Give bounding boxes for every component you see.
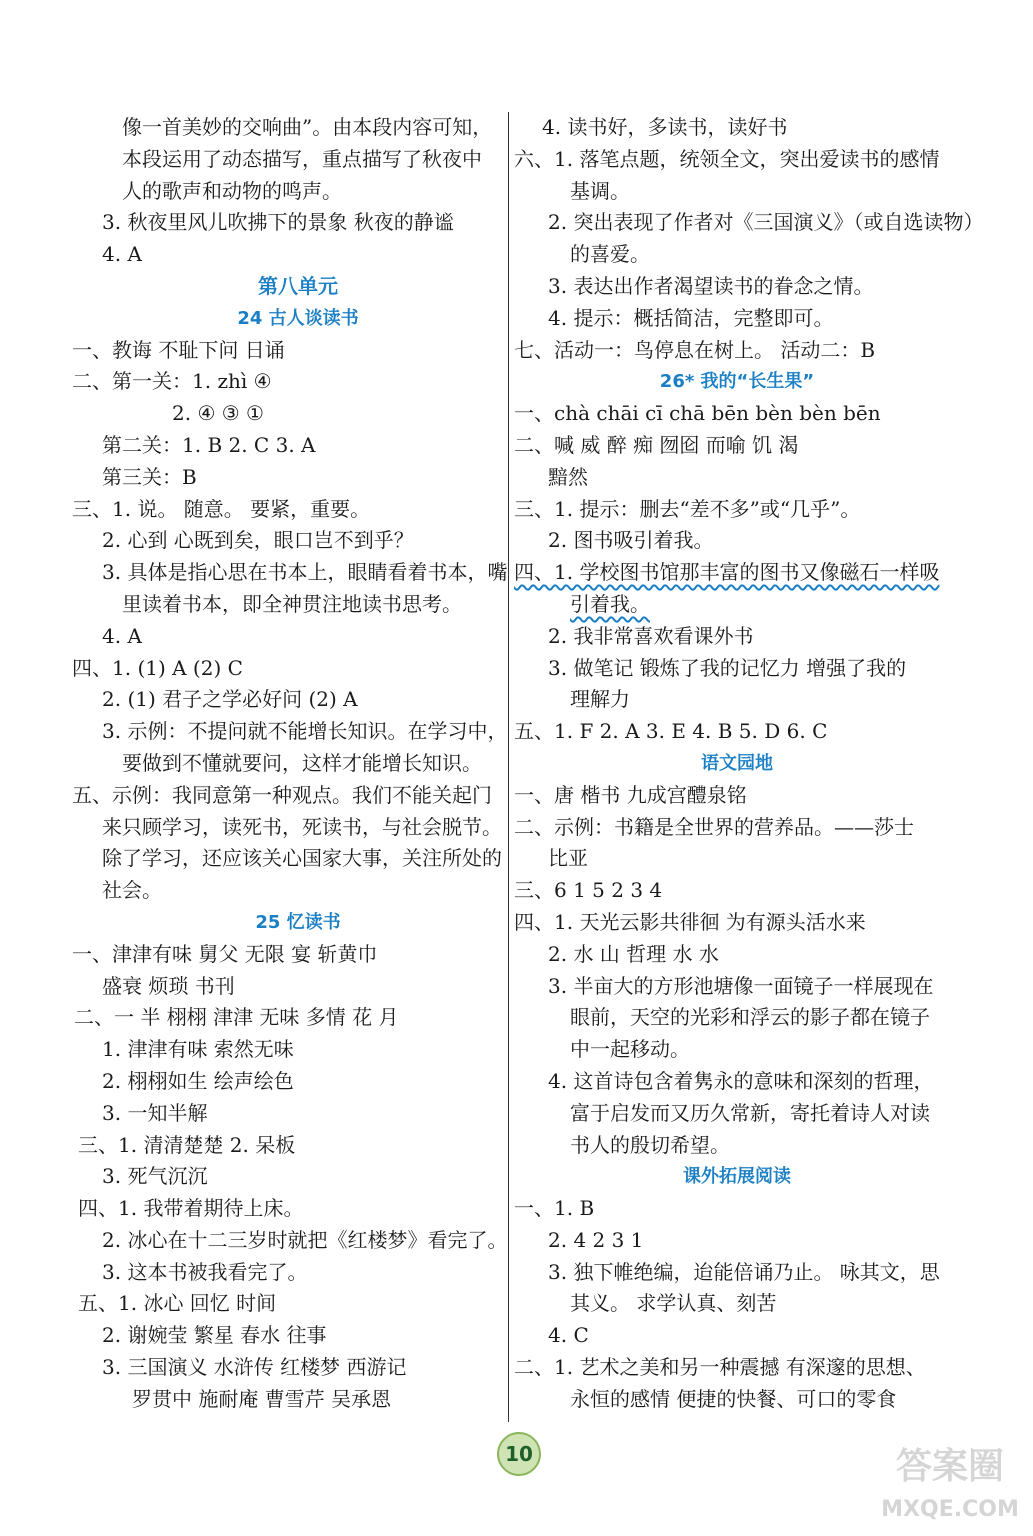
left-answer-line: 3. 三国演义 水浒传 红楼梦 西游记 — [102, 1355, 407, 1380]
left-answer-line: 3. 示例：不提问就不能增长知识。在学习中， — [102, 719, 508, 744]
right-answer-line: 二、喊 威 醉 痴 囫囵 而喻 饥 渴 — [514, 432, 799, 457]
left-answer-line: 2. 心到 心既到矣，眼口岂不到乎？ — [102, 528, 414, 553]
section-heading: 课外拓展阅读 — [683, 1166, 791, 1188]
left-answer-line: 1. 津津有味 索然无味 — [102, 1037, 294, 1062]
left-answer-line: 4. A — [102, 623, 142, 648]
right-answer-line: 3. 做笔记 锻炼了我的记忆力 增强了我的 — [548, 655, 907, 680]
section-heading: 26* 我的“长生果” — [659, 371, 815, 393]
right-answer-line — [492, 557, 952, 589]
left-answer-line: 人的歌声和动物的鸣声。 — [122, 178, 342, 203]
right-answer-line: 基调。 — [570, 178, 630, 203]
right-answer-line: 五、1. F 2. A 3. E 4. B 5. D 6. C — [514, 719, 828, 744]
left-answer-line: 里读着书本，即全神贯注地读书思考。 — [122, 591, 462, 616]
right-answer-line: 黯然 — [548, 464, 588, 489]
right-answer-line: 4. 这首诗包含着隽永的意味和深刻的哲理， — [548, 1068, 934, 1093]
right-answer-line: 理解力 — [570, 687, 630, 712]
left-answer-line: 2. 谢婉莹 繁星 春水 往事 — [102, 1323, 327, 1348]
left-answer-line: 四、1. (1) A (2) C — [72, 655, 243, 680]
left-answer-line: 除了学习，还应该关心国家大事，关注所处的 — [102, 846, 502, 871]
right-answer-line: 三、6 1 5 2 3 4 — [514, 878, 663, 903]
right-answer-line: 3. 独下帷绝编，迨能倍诵乃止。 咏其文，思 — [548, 1259, 940, 1284]
underlined-answer: 引着我。 — [570, 591, 650, 616]
left-answer-line: 四、1. 我带着期待上床。 — [78, 1196, 304, 1221]
right-answer-line: 比亚 — [548, 846, 588, 871]
left-answer-line: 一、教诲 不耻下问 日诵 — [72, 337, 285, 362]
right-answer-line: 二、1. 艺术之美和另一种震撼 有深邃的思想、 — [514, 1355, 926, 1380]
right-answer-line: 中一起移动。 — [570, 1037, 690, 1062]
left-answer-line: 三、1. 清清楚楚 2. 呆板 — [78, 1132, 296, 1157]
left-answer-line: 三、1. 说。 随意。 要紧，重要。 — [72, 496, 371, 521]
section-heading: 25 忆读书 — [255, 911, 341, 933]
right-answer-line: 2. 我非常喜欢看课外书 — [548, 623, 754, 648]
left-answer-line: 盛衰 烦琐 书刊 — [102, 973, 235, 998]
right-answer-line: 三、1. 提示：删去“差不多”或“几乎”。 — [514, 496, 861, 521]
right-answer-line: 四、1. 天光云影共徘徊 为有源头活水来 — [514, 909, 866, 934]
left-answer-line: 3. 这本书被我看完了。 — [102, 1259, 308, 1284]
right-answer-line: 4. 读书好，多读书，读好书 — [542, 115, 788, 139]
right-column — [514, 112, 984, 1416]
left-answer-line: 社会。 — [102, 878, 162, 903]
right-answer-line: 2. 4 2 3 1 — [548, 1227, 644, 1252]
right-answer-line: 眼前，天空的光彩和浮云的影子都在镜子 — [570, 1005, 930, 1030]
right-answer-line: 其义。 求学认真、刻苦 — [570, 1291, 777, 1316]
left-answer-line: 第三关：B — [102, 464, 197, 489]
right-answer-line: 书人的殷切希望。 — [570, 1132, 730, 1157]
watermark-top: 答案圈 — [895, 1446, 1005, 1487]
left-answer-line: 五、1. 冰心 回忆 时间 — [78, 1291, 277, 1316]
right-answer-line: 2. 突出表现了作者对《三国演义》（或自选读物） — [548, 210, 984, 235]
left-answer-line: 4. A — [102, 242, 142, 267]
right-answer-line: 七、活动一：鸟停息在树上。 活动二：B — [514, 337, 876, 362]
right-answer-line: 六、1. 落笔点题，统领全文，突出爱读书的感情 — [514, 146, 940, 171]
left-answer-line: 2. (1) 君子之学必好问 (2) A — [102, 687, 358, 712]
left-answer-line: 3. 秋夜里风儿吹拂下的景象 秋夜的静谧 — [102, 210, 454, 235]
underlined-answer: 四、1. 学校图书馆那丰富的图书又像磁石一样吸 — [514, 560, 940, 585]
left-answer-line: 来只顾学习，读死书，死读书，与社会脱节。 — [102, 814, 502, 839]
left-answer-line: 第二关：1. B 2. C 3. A — [102, 432, 316, 457]
left-answer-line: 3. 具体是指心思在书本上，眼睛看着书本，嘴 — [102, 560, 508, 585]
right-answer-line: 富于启发而又历久常新，寄托着诗人对读 — [570, 1100, 930, 1125]
right-answer-line: 2. 图书吸引着我。 — [548, 528, 714, 553]
left-answer-line: 要做到不懂就要问，这样才能增长知识。 — [122, 750, 482, 775]
left-column — [72, 112, 508, 1416]
left-answer-line: 一、津津有味 舅父 无限 宴 斩黄巾 — [72, 941, 378, 966]
left-answer-line: 像一首美妙的交响曲”。由本段内容可知， — [122, 115, 493, 139]
left-answer-line: 罗贯中 施耐庵 曹雪芹 吴承恩 — [132, 1386, 392, 1411]
right-answer-line — [492, 589, 952, 621]
right-answer-line: 3. 表达出作者渴望读书的眷念之情。 — [548, 273, 874, 298]
watermark-bottom: MXQE.COM — [881, 1497, 1019, 1522]
right-answer-line: 2. 水 山 哲理 水 水 — [548, 941, 719, 966]
unit-heading: 第八单元 — [258, 273, 338, 298]
left-answer-line: 二、一 半 栩栩 津津 无味 多情 花 月 — [74, 1005, 399, 1030]
watermark-logo — [875, 1428, 1025, 1528]
right-answer-line: 二、示例：书籍是全世界的营养品。——莎士 — [514, 814, 914, 839]
section-heading: 语文园地 — [701, 752, 773, 774]
left-answer-line: 3. 死气沉沉 — [102, 1164, 208, 1189]
left-answer-line: 2. 栩栩如生 绘声绘色 — [102, 1068, 294, 1093]
right-answer-line: 3. 半亩大的方形池塘像一面镜子一样展现在 — [548, 973, 934, 998]
page-number: 10 — [497, 1432, 541, 1476]
left-answer-line: 3. 一知半解 — [102, 1100, 208, 1125]
right-answer-line: 一、唐 楷书 九成宫醴泉铭 — [514, 782, 747, 807]
left-answer-line: 五、示例：我同意第一种观点。我们不能关起门 — [72, 782, 492, 807]
right-answer-line: 4. 提示：概括简洁，完整即可。 — [548, 305, 834, 330]
right-answer-line: 4. C — [548, 1323, 589, 1348]
left-answer-line: 二、第一关：1. zhì ④ — [72, 369, 272, 394]
left-answer-line: 2. ④ ③ ① — [172, 401, 264, 426]
left-answer-line: 2. 冰心在十二三岁时就把《红楼梦》看完了。 — [102, 1227, 508, 1252]
right-answer-line: 一、1. B — [514, 1196, 595, 1221]
section-heading: 24 古人谈读书 — [237, 307, 359, 329]
right-answer-line: 永恒的感情 便捷的快餐、可口的零食 — [570, 1386, 897, 1411]
left-answer-line: 本段运用了动态描写，重点描写了秋夜中 — [122, 146, 482, 171]
right-answer-line: 的喜爱。 — [570, 242, 650, 267]
right-answer-line: 一、chà chāi cī chā bēn bèn bèn bēn — [514, 401, 881, 426]
